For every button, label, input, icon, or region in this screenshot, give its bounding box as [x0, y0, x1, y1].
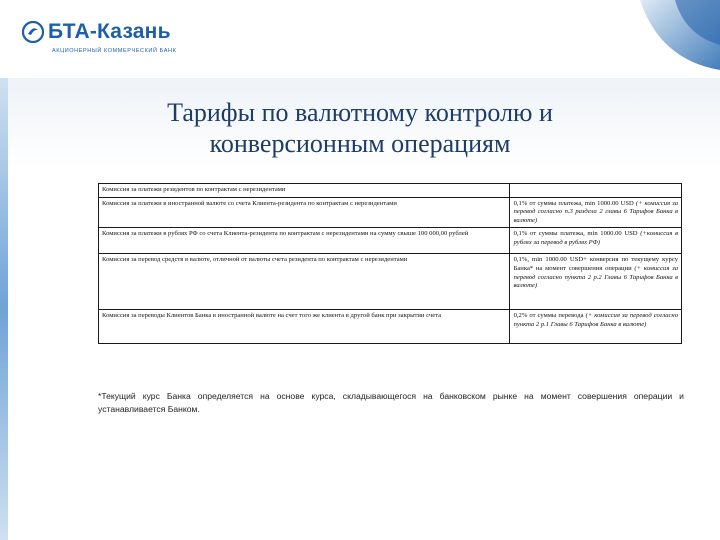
row-description: Комиссия за перевод средств в валюте, отличной от валюты счета резидента по контрактам с нерезидентами [99, 254, 510, 310]
tariff-table [98, 183, 682, 344]
row-description: Комиссия за платежи резидентов по контрактам с нерезидентами [99, 184, 510, 198]
bank-logo[interactable] [22, 18, 192, 62]
left-accent-bar [0, 78, 8, 540]
rate-value: 0,1%, min 1000.00 USD+ конверсия по текущему курсу Банка* на момент совершения операции [513, 256, 678, 272]
tariff-table-body [99, 184, 682, 344]
row-rate [509, 310, 681, 344]
rate-note: (+ комиссия за перевод согласно пункта 2 р.1 Главы 6 Тарифов Банка в валюте) [513, 312, 678, 328]
row-rate [509, 228, 681, 254]
row-rate [509, 184, 681, 198]
bank-name: БТА-Казань [48, 20, 171, 43]
corner-decoration [570, 0, 720, 70]
rate-note: (+ комиссия за перевод согласно п.3 раздела 2 главы 6 Тарифов Банка в валюте) [513, 199, 678, 224]
row-description: Комиссия за платежи в рублях РФ со счета Клиента-резидента по контрактам с нерезидентами на сумму свыше 100 000,00 рублей [99, 228, 510, 254]
row-rate [509, 197, 681, 228]
page-title [90, 97, 630, 159]
rate-note: (+комиссия в рублях за перевод в рублях РФ) [513, 230, 678, 246]
table-row [99, 197, 682, 228]
rate-note: (+ комиссия за перевод согласно пункта 2 р.2 Главы 6 Тарифов Банка в валюте) [513, 264, 678, 290]
row-description: Комиссия за платежи в иностранной валюте со счета Клиента-резидента по контрактам с нерезидентами [99, 197, 510, 228]
header [0, 0, 720, 78]
title-line-1: Тарифы по валютному контролю и [167, 98, 553, 127]
table-row [99, 184, 682, 198]
table-row [99, 310, 682, 344]
title-line-2: конверсионным операциям [209, 129, 511, 158]
rate-value: 0,1% от суммы платежа, min 1000.00 USD [513, 199, 634, 207]
table-row [99, 254, 682, 310]
row-rate [509, 254, 681, 310]
bank-subtitle: АКЦИОНЕРНЫЙ КОММЕРЧЕСКИЙ БАНК [52, 48, 177, 54]
rate-value: 0,1% от суммы платежа, min 1000.00 USD [513, 230, 638, 238]
row-description: Комиссия за переводы Клиентов Банка в иностранной валюте на счет того же клиента в другой банк при закрытии счета [99, 310, 510, 344]
bank-emblem-icon [22, 21, 44, 43]
table-row [99, 228, 682, 254]
rate-value: 0,2% от суммы перевода [513, 312, 584, 320]
footnote: *Текущий курс Банка определяется на основе курса, складывающегося на банковском рынке на момент совершения операции и устанавливается Банком. [98, 391, 684, 414]
